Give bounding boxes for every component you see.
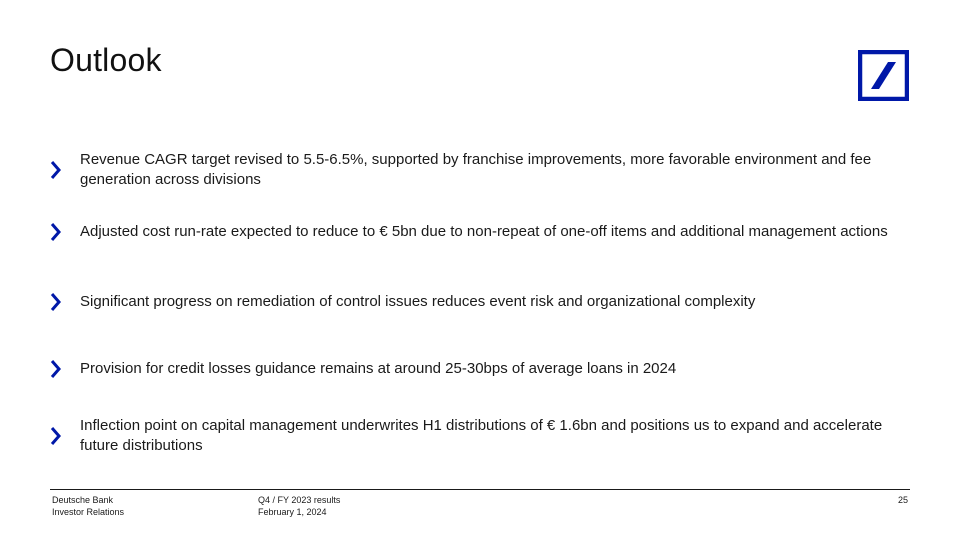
bullet-item — [50, 287, 910, 317]
bullet-text: Adjusted cost run-rate expected to reduce to € 5bn due to non-repeat of one-off items and additional management actions — [80, 223, 888, 240]
page-title: Outlook — [50, 42, 162, 78]
bullet-text: Provision for credit losses guidance remains at around 25-30bps of average loans in 2024 — [80, 360, 677, 377]
chevron-right-icon — [50, 155, 80, 185]
chevron-right-icon — [50, 217, 80, 247]
chevron-right-icon — [50, 354, 80, 384]
footer-department: Investor Relations — [52, 507, 125, 517]
footer-date: February 1, 2024 — [258, 507, 327, 517]
bullet-text: Revenue CAGR target revised to 5.5-6.5%, supported by franchise improvements, more favorable environment and fee generation across divisions — [80, 151, 872, 188]
page-number: 25 — [897, 495, 908, 505]
footer-divider — [50, 489, 910, 490]
bullet-item — [50, 150, 910, 190]
footer-company: Deutsche Bank — [52, 495, 114, 505]
bullet-text: Significant progress on remediation of control issues reduces event risk and organizational complexity — [80, 293, 756, 310]
bullet-item — [50, 354, 910, 384]
footer-report: Q4 / FY 2023 results — [258, 495, 341, 505]
chevron-right-icon — [50, 287, 80, 317]
bullet-item — [50, 416, 910, 456]
chevron-right-icon — [50, 421, 80, 451]
bullet-text: Inflection point on capital management underwrites H1 distributions of € 1.6bn and positions us to expand and accelerate future distributions — [80, 417, 883, 454]
bullet-item — [50, 217, 910, 247]
